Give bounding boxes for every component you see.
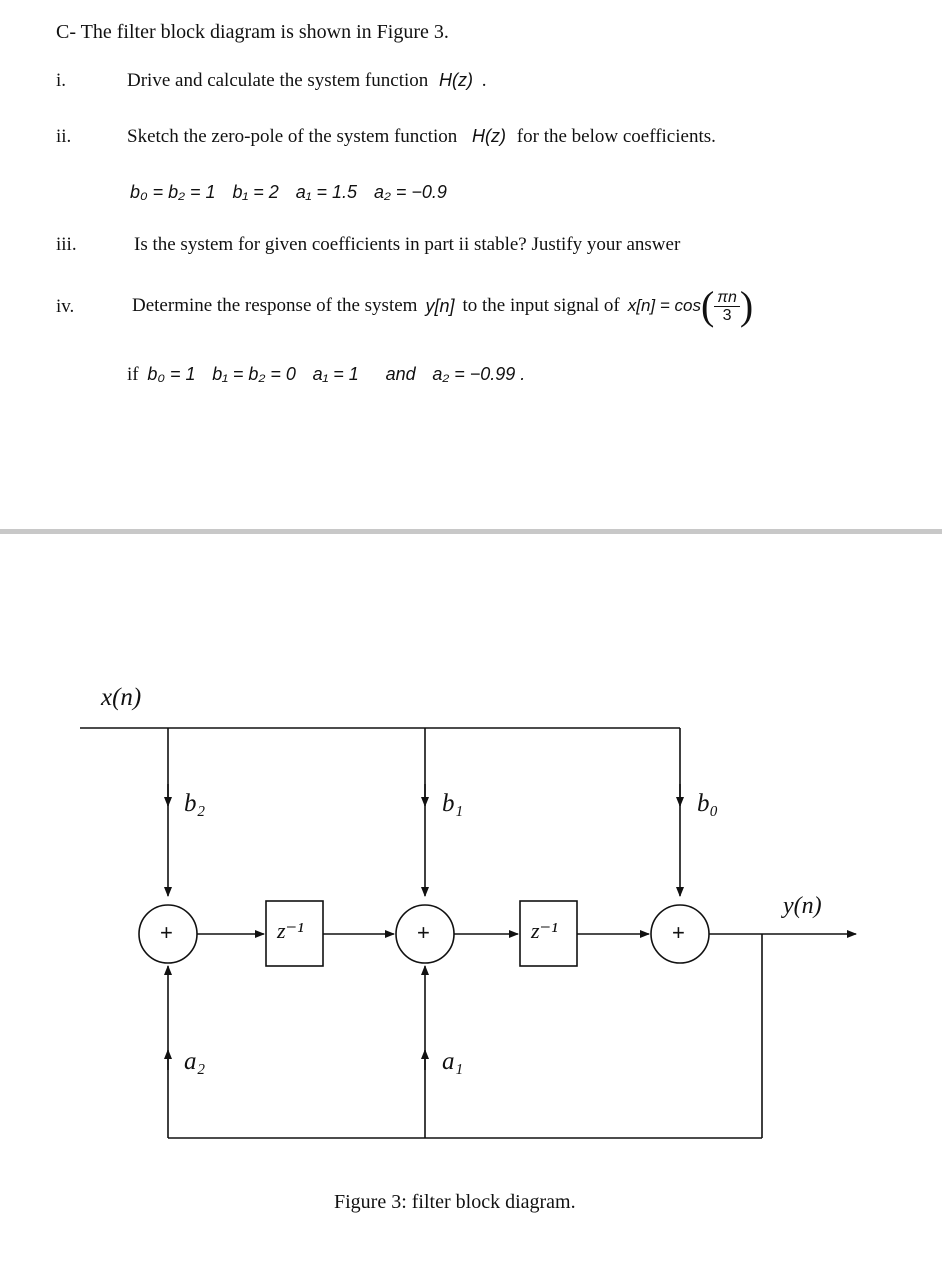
question-iv-math1: y[n] [425,295,455,316]
question-number-iv: iv. [56,296,75,317]
output-label: y(n) [783,893,822,919]
input-label: x(n) [101,684,142,711]
gain-b0-label: b₀ [697,790,719,817]
question-iv-text1: Determine the response of the system [132,295,418,316]
adder-1-symbol: + [160,920,173,945]
question-number-iii: iii. [56,234,77,255]
question-iv-text2: to the input signal of [462,295,620,316]
question-ii-end: for the below coefficients. [516,126,716,147]
section-title: C- The filter block diagram is shown in Figure 3. [56,21,449,43]
paren-close: ) [739,283,754,328]
coeff-iv-a1: a₁ = 1 [312,364,359,384]
gain-a1-label: a₁ [442,1048,464,1075]
question-ii-text: Sketch the zero-pole of the system function [127,126,458,147]
question-iv-math2-lhs: x[n] = cos [627,296,701,315]
coeff-iv-and: and [385,364,416,384]
gain-b1-label: b₁ [442,790,464,817]
coeff-a2: a₂ = −0.9 [374,182,447,202]
coeff-iv-b1-b2: b₁ = b₂ = 0 [212,364,296,384]
question-number-i: i. [56,70,67,91]
coeff-iv-prefix: if [127,364,139,385]
delay-2-label: z⁻¹ [531,918,558,943]
gain-a2-label: a₂ [184,1048,206,1075]
question-i-math: H(z) [439,70,474,90]
figure-caption: Figure 3: filter block diagram. [334,1191,576,1213]
question-iii-text: Is the system for given coefficients in part ii stable? Justify your answer [134,234,681,255]
adder-2-symbol: + [417,920,430,945]
question-number-ii: ii. [56,126,72,147]
fraction-denominator: 3 [722,306,732,324]
coeff-iv-b0: b₀ = 1 [147,364,196,384]
question-i-end: . [481,70,487,91]
coeff-b0-b2: b₀ = b₂ = 1 [130,182,216,202]
fraction-numerator: πn [714,289,740,307]
gain-b2-label: b₂ [184,790,206,817]
question-i-text: Drive and calculate the system function [127,70,429,91]
delay-1-label: z⁻¹ [277,918,304,943]
coeff-iv-a2: a₂ = −0.99 . [432,364,526,384]
coeff-a1: a₁ = 1.5 [295,182,357,202]
adder-3-symbol: + [672,920,685,945]
question-ii-math: H(z) [472,126,507,146]
paren-open: ( [700,283,715,328]
coeff-b1: b₁ = 2 [232,182,279,202]
